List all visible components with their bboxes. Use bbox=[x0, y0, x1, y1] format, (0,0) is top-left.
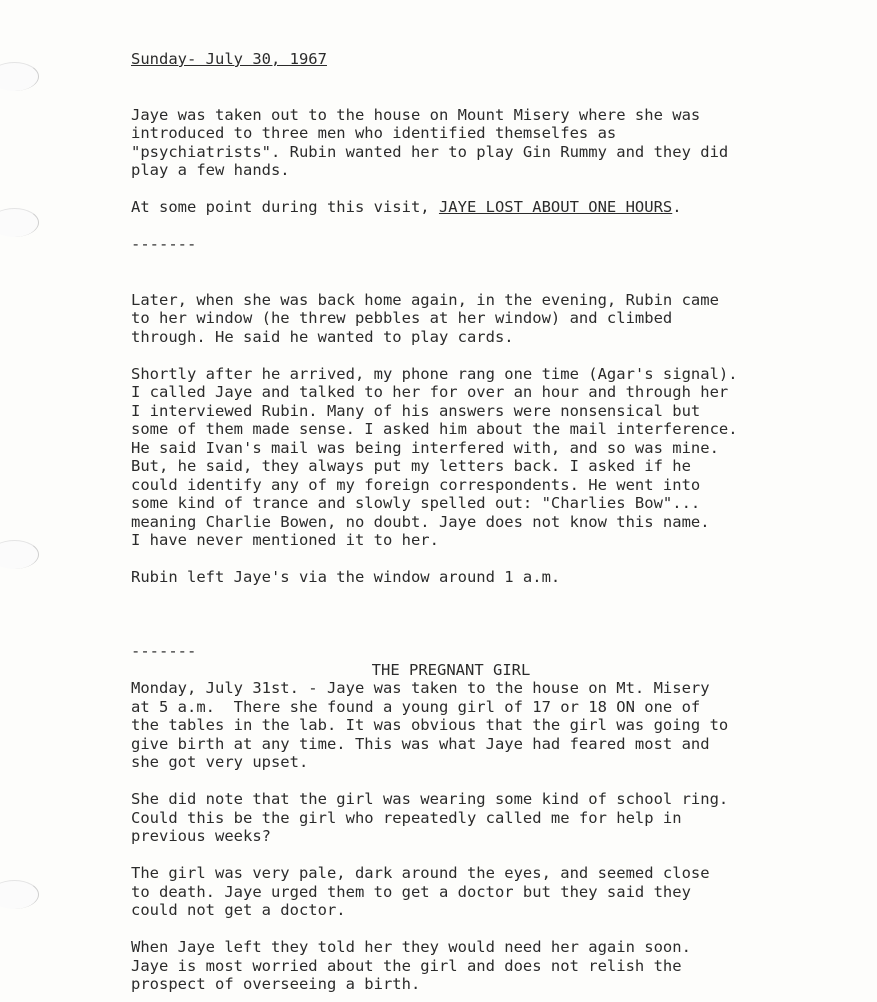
text-line: to death. Jaye urged them to get a doctor but they said they bbox=[131, 882, 691, 901]
text-line: some kind of trance and slowly spelled out: "Charlies Bow"... bbox=[131, 494, 701, 512]
text-line: meaning Charlie Bowen, no doubt. Jaye does not know this name. bbox=[131, 512, 710, 531]
paragraph-girl-condition bbox=[131, 864, 866, 920]
text-line: introduced to three men who identified themselfes as bbox=[131, 124, 617, 142]
section-title: THE PREGNANT GIRL bbox=[371, 660, 531, 679]
document-body bbox=[131, 50, 866, 994]
paragraph-phone-interview bbox=[131, 365, 866, 550]
text-span: . bbox=[672, 198, 682, 216]
text-line: give birth at any time. This was what Jaye had feared most and bbox=[131, 734, 710, 753]
text-line: could not get a doctor. bbox=[131, 901, 346, 919]
text-line: He said Ivan's mail was being interfered with, and so was mine. bbox=[131, 438, 719, 457]
text-line: When Jaye left they told her they would need her again soon. bbox=[131, 938, 691, 956]
paragraph-rubin-window bbox=[131, 291, 866, 347]
text-line: at 5 a.m. There she found a young girl of 17 or 18 ON one of bbox=[131, 697, 701, 716]
paragraph-rubin-left: Rubin left Jaye's via the window around 1 a.m. bbox=[131, 568, 561, 586]
text-line: Jaye was taken out to the house on Mount Misery where she was bbox=[131, 105, 701, 124]
punch-hole bbox=[0, 208, 39, 237]
punch-hole bbox=[0, 880, 39, 909]
text-line: she got very upset. bbox=[131, 753, 309, 771]
text-line: But, he said, they always put my letters back. I asked if he bbox=[131, 457, 691, 475]
punch-hole bbox=[0, 62, 39, 91]
text-line: to her window (he threw pebbles at her window) and climbed bbox=[131, 309, 673, 327]
text-line: Could this be the girl who repeatedly called me for help in bbox=[131, 808, 682, 827]
paragraph-lost-time bbox=[131, 198, 866, 217]
text-line: could identify any of my foreign correspondents. He went into bbox=[131, 475, 701, 494]
text-line: some of them made sense. I asked him about the mail interference. bbox=[131, 420, 738, 438]
paragraph-pregnant-girl bbox=[131, 679, 866, 772]
text-line: Monday, July 31st. - Jaye was taken to the house on Mt. Misery bbox=[131, 679, 710, 697]
text-line: play a few hands. bbox=[131, 161, 290, 179]
text-line: prospect of overseeing a birth. bbox=[131, 975, 421, 993]
underlined-emphasis: JAYE LOST ABOUT ONE HOURS bbox=[438, 198, 673, 216]
text-line: the tables in the lab. It was obvious that the girl was going to bbox=[131, 716, 729, 734]
text-line: I have never mentioned it to her. bbox=[131, 531, 439, 549]
text-line: "psychiatrists". Rubin wanted her to play Gin Rummy and they did bbox=[131, 142, 729, 161]
text-line: Jaye is most worried about the girl and does not relish the bbox=[131, 956, 682, 975]
text-line: The girl was very pale, dark around the eyes, and seemed close bbox=[131, 864, 710, 882]
punch-hole bbox=[0, 540, 39, 569]
date-heading: Sunday- July 30, 1967 bbox=[131, 50, 327, 68]
text-line: Later, when she was back home again, in the evening, Rubin came bbox=[131, 290, 719, 309]
text-line: I interviewed Rubin. Many of his answers were nonsensical but bbox=[131, 401, 701, 420]
separator: ------- bbox=[131, 642, 197, 660]
text-line: I called Jaye and talked to her for over an hour and through her bbox=[131, 383, 729, 401]
paragraph-school-ring bbox=[131, 790, 866, 846]
text-span: At some point during this visit, bbox=[131, 198, 439, 216]
paragraph-jaye-worried bbox=[131, 938, 866, 994]
separator: ------- bbox=[131, 235, 197, 253]
paragraph-mount-misery-visit bbox=[131, 106, 866, 180]
text-line: Shortly after he arrived, my phone rang one time (Agar's signal). bbox=[131, 364, 738, 383]
text-line: through. He said he wanted to play cards. bbox=[131, 327, 514, 346]
text-line: She did note that the girl was wearing some kind of school ring. bbox=[131, 790, 729, 808]
text-line: previous weeks? bbox=[131, 827, 271, 845]
